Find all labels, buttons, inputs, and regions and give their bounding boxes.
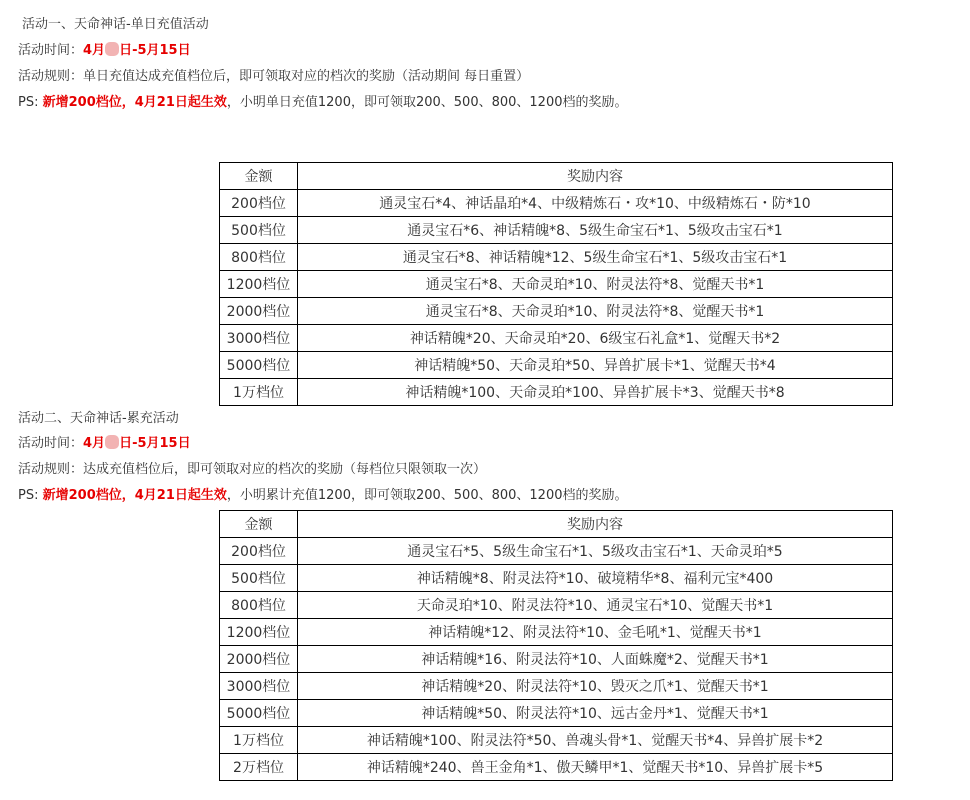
- activity1-reward-table: [219, 162, 893, 406]
- activity2-ps-highlight: 新增200档位，4月21日起生效: [42, 488, 227, 503]
- table-row: [220, 190, 893, 217]
- activity2-time-suffix: 日-5月15日: [119, 436, 191, 451]
- reward-cell: 神话精魄*8、附灵法符*10、破境精华*8、福利元宝*400: [298, 565, 893, 592]
- activity1-time: [18, 41, 191, 61]
- table-row: [220, 646, 893, 673]
- tier-cell: 3000档位: [220, 325, 298, 352]
- reward-cell: 通灵宝石*6、神话精魄*8、5级生命宝石*1、5级攻击宝石*1: [298, 217, 893, 244]
- reward-cell: 神话精魄*50、天命灵珀*50、异兽扩展卡*1、觉醒天书*4: [298, 352, 893, 379]
- activity1-ps-rest: ，小明单日充值1200，即可领取200、500、800、1200档的奖励。: [226, 95, 628, 110]
- reward-cell: 通灵宝石*8、天命灵珀*10、附灵法符*8、觉醒天书*1: [298, 271, 893, 298]
- reward-cell: 天命灵珀*10、附灵法符*10、通灵宝石*10、觉醒天书*1: [298, 592, 893, 619]
- table-row: [220, 379, 893, 406]
- table-row: [220, 244, 893, 271]
- header-reward: 奖励内容: [298, 163, 893, 190]
- table-header-row: [220, 511, 893, 538]
- tier-cell: 500档位: [220, 565, 298, 592]
- redacted-mark: [105, 435, 119, 449]
- header-amount: 金额: [220, 511, 298, 538]
- table-row: [220, 325, 893, 352]
- tier-cell: 2万档位: [220, 754, 298, 781]
- activity2-time-prefix: 4月: [83, 436, 106, 451]
- header-reward: 奖励内容: [298, 511, 893, 538]
- tier-cell: 200档位: [220, 190, 298, 217]
- activity2-ps-label: PS:: [18, 488, 43, 503]
- tier-cell: 500档位: [220, 217, 298, 244]
- table-row: [220, 592, 893, 619]
- reward-cell: 神话精魄*12、附灵法符*10、金毛吼*1、觉醒天书*1: [298, 619, 893, 646]
- activity2-rule: 活动规则：达成充值档位后，即可领取对应的档次的奖励（每档位只限领取一次）: [18, 462, 487, 477]
- tier-cell: 800档位: [220, 592, 298, 619]
- table-header-row: [220, 163, 893, 190]
- table-row: [220, 271, 893, 298]
- table-row: [220, 727, 893, 754]
- tier-cell: 1200档位: [220, 271, 298, 298]
- activity1-ps-highlight: 新增200档位，4月21日起生效: [42, 95, 227, 110]
- reward-cell: 神话精魄*240、兽王金角*1、傲天鳞甲*1、觉醒天书*10、异兽扩展卡*5: [298, 754, 893, 781]
- activity1-time-suffix: 日-5月15日: [119, 43, 191, 58]
- activity1-title: 活动一、天命神话-单日充值活动: [22, 17, 209, 32]
- tier-cell: 2000档位: [220, 298, 298, 325]
- activity2-ps-rest: ，小明累计充值1200，即可领取200、500、800、1200档的奖励。: [226, 488, 628, 503]
- tier-cell: 1200档位: [220, 619, 298, 646]
- activity2-time-label: 活动时间：: [18, 436, 84, 451]
- reward-cell: 通灵宝石*4、神话晶珀*4、中级精炼石・攻*10、中级精炼石・防*10: [298, 190, 893, 217]
- activity1-time-prefix: 4月: [83, 43, 106, 58]
- table-row: [220, 352, 893, 379]
- reward-cell: 神话精魄*100、附灵法符*50、兽魂头骨*1、觉醒天书*4、异兽扩展卡*2: [298, 727, 893, 754]
- reward-cell: 通灵宝石*5、5级生命宝石*1、5级攻击宝石*1、天命灵珀*5: [298, 538, 893, 565]
- activity2-time: [18, 434, 191, 454]
- table-row: [220, 565, 893, 592]
- tier-cell: 800档位: [220, 244, 298, 271]
- reward-cell: 神话精魄*20、附灵法符*10、毁灭之爪*1、觉醒天书*1: [298, 673, 893, 700]
- tier-cell: 5000档位: [220, 700, 298, 727]
- tier-cell: 1万档位: [220, 379, 298, 406]
- reward-cell: 神话精魄*100、天命灵珀*100、异兽扩展卡*3、觉醒天书*8: [298, 379, 893, 406]
- reward-cell: 通灵宝石*8、天命灵珀*10、附灵法符*8、觉醒天书*1: [298, 298, 893, 325]
- activity1-time-label: 活动时间：: [18, 43, 84, 58]
- tier-cell: 2000档位: [220, 646, 298, 673]
- tier-cell: 200档位: [220, 538, 298, 565]
- reward-cell: 神话精魄*16、附灵法符*10、人面蛛魔*2、觉醒天书*1: [298, 646, 893, 673]
- table-row: [220, 538, 893, 565]
- activity1-ps-label: PS:: [18, 95, 43, 110]
- table-row: [220, 700, 893, 727]
- reward-cell: 神话精魄*20、天命灵珀*20、6级宝石礼盒*1、觉醒天书*2: [298, 325, 893, 352]
- table-row: [220, 673, 893, 700]
- table-row: [220, 217, 893, 244]
- activity1-ps: [18, 93, 628, 113]
- activity1-rule: 活动规则：单日充值达成充值档位后，即可领取对应的档次的奖励（活动期间 每日重置）: [18, 69, 530, 84]
- tier-cell: 1万档位: [220, 727, 298, 754]
- table-row: [220, 298, 893, 325]
- table-row: [220, 754, 893, 781]
- activity2-title: 活动二、天命神话-累充活动: [18, 411, 179, 426]
- redacted-mark: [105, 42, 119, 56]
- reward-cell: 通灵宝石*8、神话精魄*12、5级生命宝石*1、5级攻击宝石*1: [298, 244, 893, 271]
- tier-cell: 3000档位: [220, 673, 298, 700]
- reward-cell: 神话精魄*50、附灵法符*10、远古金丹*1、觉醒天书*1: [298, 700, 893, 727]
- table-row: [220, 619, 893, 646]
- tier-cell: 5000档位: [220, 352, 298, 379]
- activity2-reward-table: [219, 510, 893, 781]
- header-amount: 金额: [220, 163, 298, 190]
- activity2-ps: [18, 486, 628, 506]
